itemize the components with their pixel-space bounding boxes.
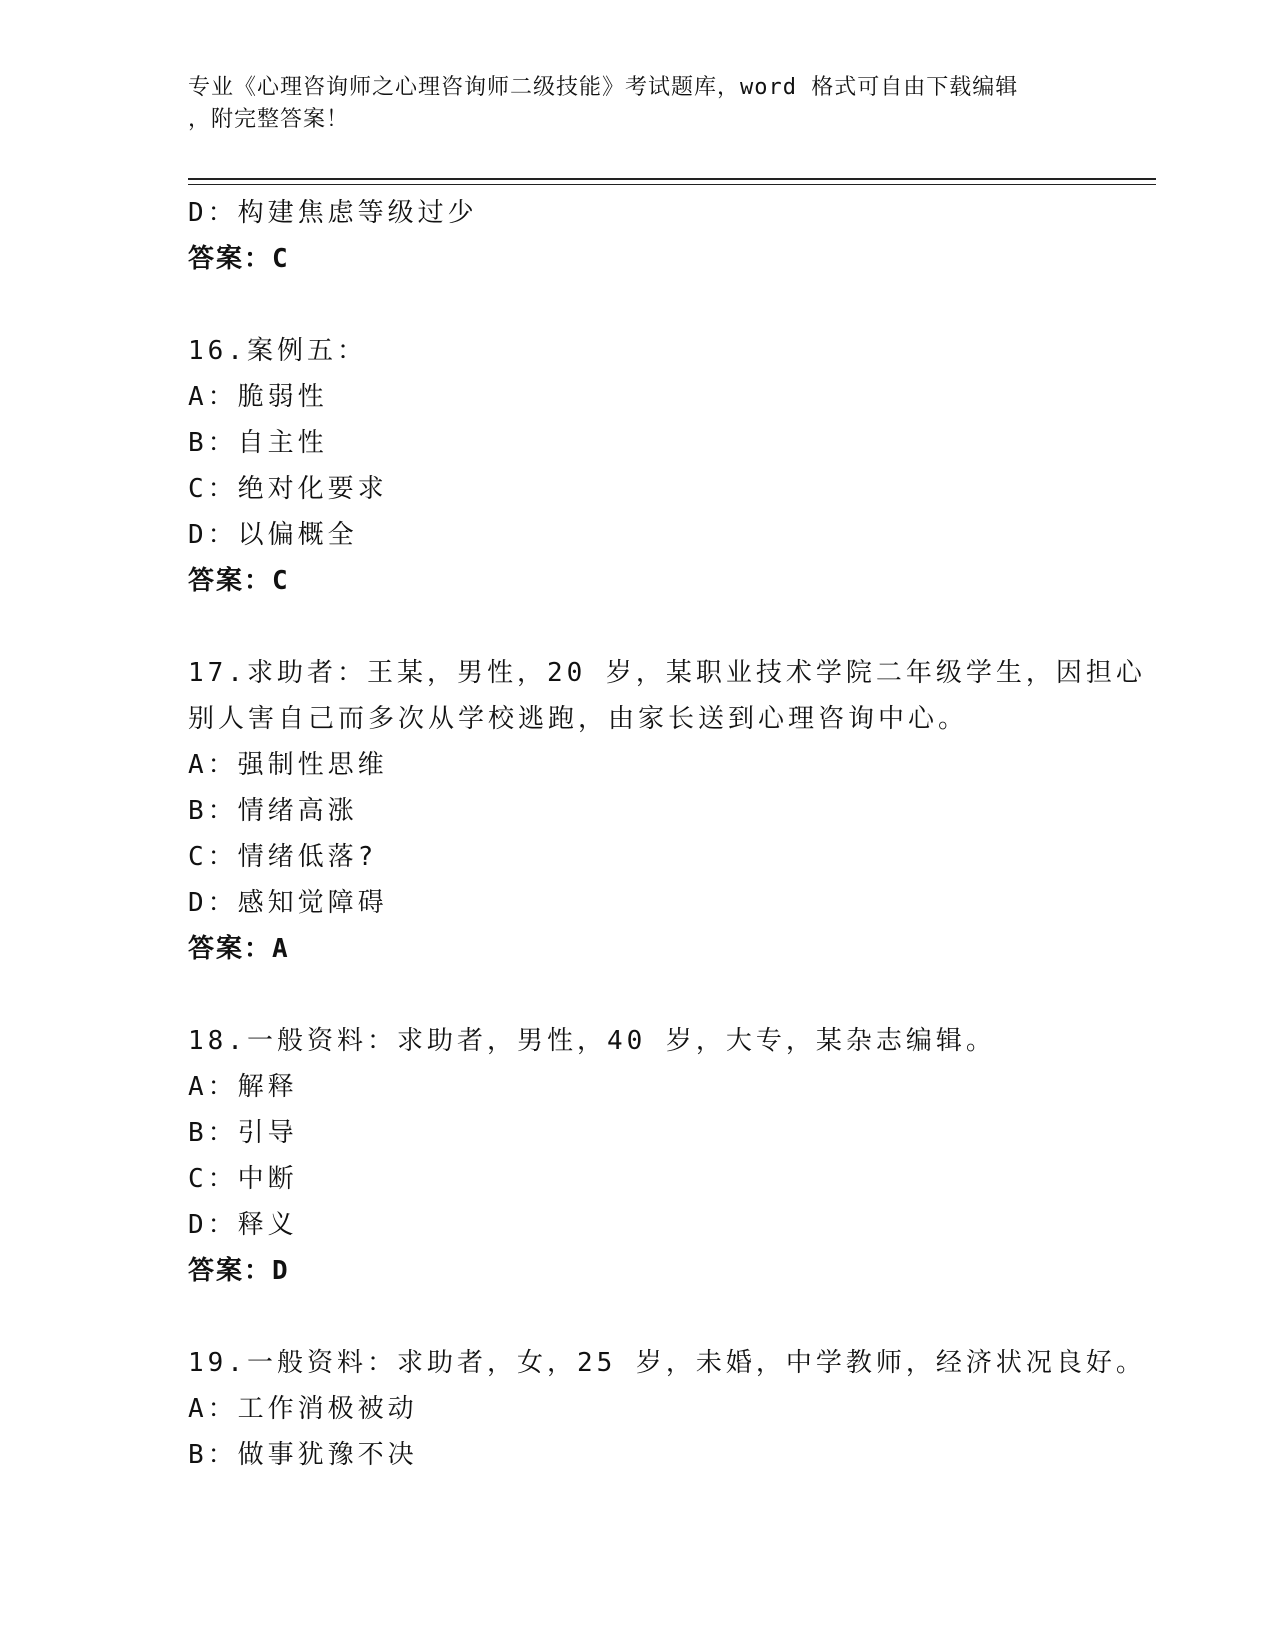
header-divider-bottom	[188, 184, 1156, 185]
option-c: C：中断	[188, 1164, 298, 1194]
option-d: D：释义	[188, 1210, 298, 1240]
option-d: D：构建焦虑等级过少	[188, 198, 478, 228]
question-text: 19.一般资料：求助者，女，25 岁，未婚，中学教师，经济状况良好。	[188, 1348, 1146, 1378]
option-d: D：感知觉障碍	[188, 888, 388, 918]
option-a: A：工作消极被动	[188, 1394, 418, 1424]
question-list	[188, 190, 1146, 1478]
option-d: D：以偏概全	[188, 520, 358, 550]
question-text: 18.一般资料：求助者，男性，40 岁，大专，某杂志编辑。	[188, 1026, 996, 1056]
answer: 答案：C	[188, 244, 290, 274]
option-c: C：情绪低落?	[188, 842, 378, 872]
option-a: A：脆弱性	[188, 382, 328, 412]
header-divider-top	[188, 178, 1156, 180]
option-a: A：强制性思维	[188, 750, 388, 780]
option-b: B：做事犹豫不决	[188, 1440, 418, 1470]
option-a: A：解释	[188, 1072, 298, 1102]
question-block-19	[188, 1340, 1146, 1478]
question-text-line-2: 别人害自己而多次从学校逃跑，由家长送到心理咨询中心。	[188, 704, 969, 734]
question-block-16	[188, 328, 1088, 604]
question-block-15-tail	[188, 190, 1088, 282]
question-text: 16.案例五：	[188, 336, 367, 366]
header-line-1: 专业《心理咨询师之心理咨询师二级技能》考试题库，word 格式可自由下载编辑	[188, 75, 1019, 100]
question-block-17	[188, 650, 1146, 972]
question-block-18	[188, 1018, 1088, 1294]
option-b: B：自主性	[188, 428, 328, 458]
header-line-2: ，附完整答案！	[188, 107, 350, 132]
option-b: B：情绪高涨	[188, 796, 358, 826]
answer: 答案：C	[188, 566, 290, 596]
answer: 答案：D	[188, 1256, 290, 1286]
option-b: B：引导	[188, 1118, 298, 1148]
document-header	[188, 72, 1088, 136]
question-text-line-1: 17.求助者：王某，男性，20 岁，某职业技术学院二年级学生，因担心	[188, 658, 1146, 688]
option-c: C：绝对化要求	[188, 474, 388, 504]
answer: 答案：A	[188, 934, 290, 964]
